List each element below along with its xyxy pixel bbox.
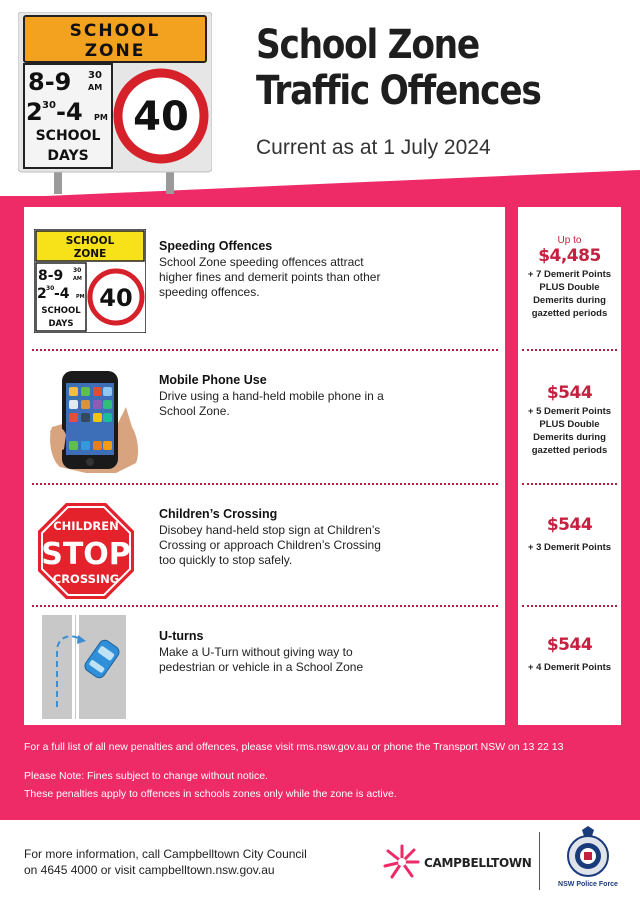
footer-info-line1: For more information, call Campbelltown City Council [24, 847, 307, 861]
sign-small-time1-min: 30 [73, 267, 82, 274]
fee-points [518, 405, 621, 457]
fee-points-line: + 3 Demerit Points [527, 542, 612, 553]
fee-points-line: + 7 Demerit Points [527, 269, 612, 280]
sign-small-time2: 2 [37, 286, 47, 302]
fee-points-line: gazetted periods [531, 308, 608, 319]
sign-large-time2-ampm: PM [94, 113, 108, 122]
sign-large-time2-rest: -4 [56, 98, 83, 126]
offences-panel [24, 207, 505, 725]
stop-sign-top: CHILDREN [53, 519, 119, 533]
fee-points-line: + 4 Demerit Points [527, 662, 612, 673]
fee-points-line: Demerits during [533, 432, 606, 443]
fee-uturn [518, 635, 621, 674]
fee-points-line: PLUS Double [539, 419, 600, 430]
offence-text-uturn [159, 629, 394, 675]
row-divider [32, 483, 498, 485]
page-title-line2: Traffic Offences [256, 68, 541, 114]
fee-mobile [518, 383, 621, 457]
offence-row-mobile [24, 353, 505, 483]
offence-text-crossing [159, 507, 394, 568]
page-subtitle: Current as at 1 July 2024 [256, 136, 491, 159]
offence-row-uturn [24, 609, 505, 725]
offence-row-crossing [24, 487, 505, 607]
nsw-police-label: NSW Police Force [558, 881, 618, 888]
sign-small-time1-ampm: AM [73, 276, 82, 282]
footer-info-line2: on 4645 4000 or visit campbelltown.nsw.gov.au [24, 863, 275, 877]
page-title [256, 22, 574, 114]
sign-large-time1-min: 30 [88, 70, 102, 81]
offence-text-mobile [159, 373, 394, 419]
fee-points [518, 541, 621, 554]
sign-large-time1-ampm: AM [88, 83, 103, 92]
offence-heading: Children’s Crossing [159, 507, 278, 521]
sign-large-days2: DAYS [47, 148, 89, 164]
fees-column [518, 207, 621, 725]
fee-points [518, 661, 621, 674]
fee-divider [522, 483, 617, 485]
school-zone-sign-icon [34, 229, 146, 333]
sign-small-line2: ZONE [73, 248, 107, 260]
footer-divider [539, 832, 540, 890]
sign-large-time2: 2 [26, 98, 43, 126]
sign-large-time2-min: 30 [42, 100, 56, 111]
fee-amount: $544 [546, 383, 593, 403]
fee-speeding [518, 235, 621, 320]
fee-divider [522, 605, 617, 607]
fines-note: Please Note: Fines subject to change without notice. [24, 770, 268, 782]
row-divider [32, 605, 498, 607]
fee-amount: $544 [546, 635, 593, 655]
sign-large-line2: ZONE [84, 41, 146, 61]
offence-description: Drive using a hand-held mobile phone in a School Zone. [159, 389, 384, 418]
stop-sign-bot: CROSSING [52, 572, 120, 586]
sign-small-time1: 8-9 [38, 268, 64, 284]
fee-points-line: + 5 Demerit Points [527, 406, 612, 417]
full-list-note: For a full list of all new penalties and offences, please visit rms.nsw.gov.au or phone the Transport NSW on 13 22 13 [24, 741, 564, 753]
stop-sign-mid: STOP [41, 537, 131, 572]
sign-small-time2-rest: -4 [54, 286, 70, 302]
stop-sign-icon [38, 503, 134, 599]
fee-amount: $4,485 [538, 246, 601, 266]
fee-prefix: Up to [557, 235, 582, 246]
sign-large-days1: SCHOOL [35, 128, 101, 144]
offence-description: Disobey hand-held stop sign at Children’s Crossing or approach Children’s Crossing too quickly to stop safely. [159, 523, 381, 567]
school-zone-sign-large [18, 12, 212, 194]
header [0, 0, 640, 210]
campbelltown-logo-icon [382, 842, 422, 882]
fee-amount: $544 [546, 515, 593, 535]
offence-heading: U-turns [159, 629, 204, 643]
offence-description: Make a U-Turn without giving way to pedestrian or vehicle in a School Zone [159, 645, 364, 674]
penalties-note: These penalties apply to offences in schools zones only while the zone is active. [24, 788, 397, 800]
fee-crossing [518, 515, 621, 554]
row-divider [32, 349, 498, 351]
sign-small-speed: 40 [99, 284, 133, 312]
sign-small-days2: DAYS [48, 319, 74, 329]
sign-small-time2-min: 30 [46, 285, 55, 292]
offence-row-speeding [24, 207, 505, 353]
offence-description: School Zone speeding offences attract higher fines and demerit points than other speeding offences. [159, 255, 381, 299]
fee-points [518, 268, 621, 320]
u-turn-car-icon [42, 615, 126, 719]
campbelltown-logo-text: CAMPBELLTOWN [424, 856, 532, 870]
sign-large-line1: SCHOOL [69, 21, 161, 41]
sign-small-line1: SCHOOL [65, 235, 115, 247]
sign-small-time2-ampm: PM [76, 294, 85, 300]
sign-large-speed: 40 [133, 94, 189, 140]
offence-text-speeding [159, 239, 394, 300]
fee-points-line: gazetted periods [531, 445, 608, 456]
mobile-phone-icon [46, 367, 142, 473]
fee-points-line: Demerits during [533, 295, 606, 306]
sign-large-time1: 8-9 [28, 68, 72, 96]
fee-points-line: PLUS Double [539, 282, 600, 293]
offence-heading: Speeding Offences [159, 239, 273, 253]
offence-heading: Mobile Phone Use [159, 373, 267, 387]
fee-divider [522, 349, 617, 351]
page-title-line1: School Zone [256, 22, 479, 68]
sign-small-days1: SCHOOL [41, 306, 81, 316]
footer-info [24, 846, 344, 878]
